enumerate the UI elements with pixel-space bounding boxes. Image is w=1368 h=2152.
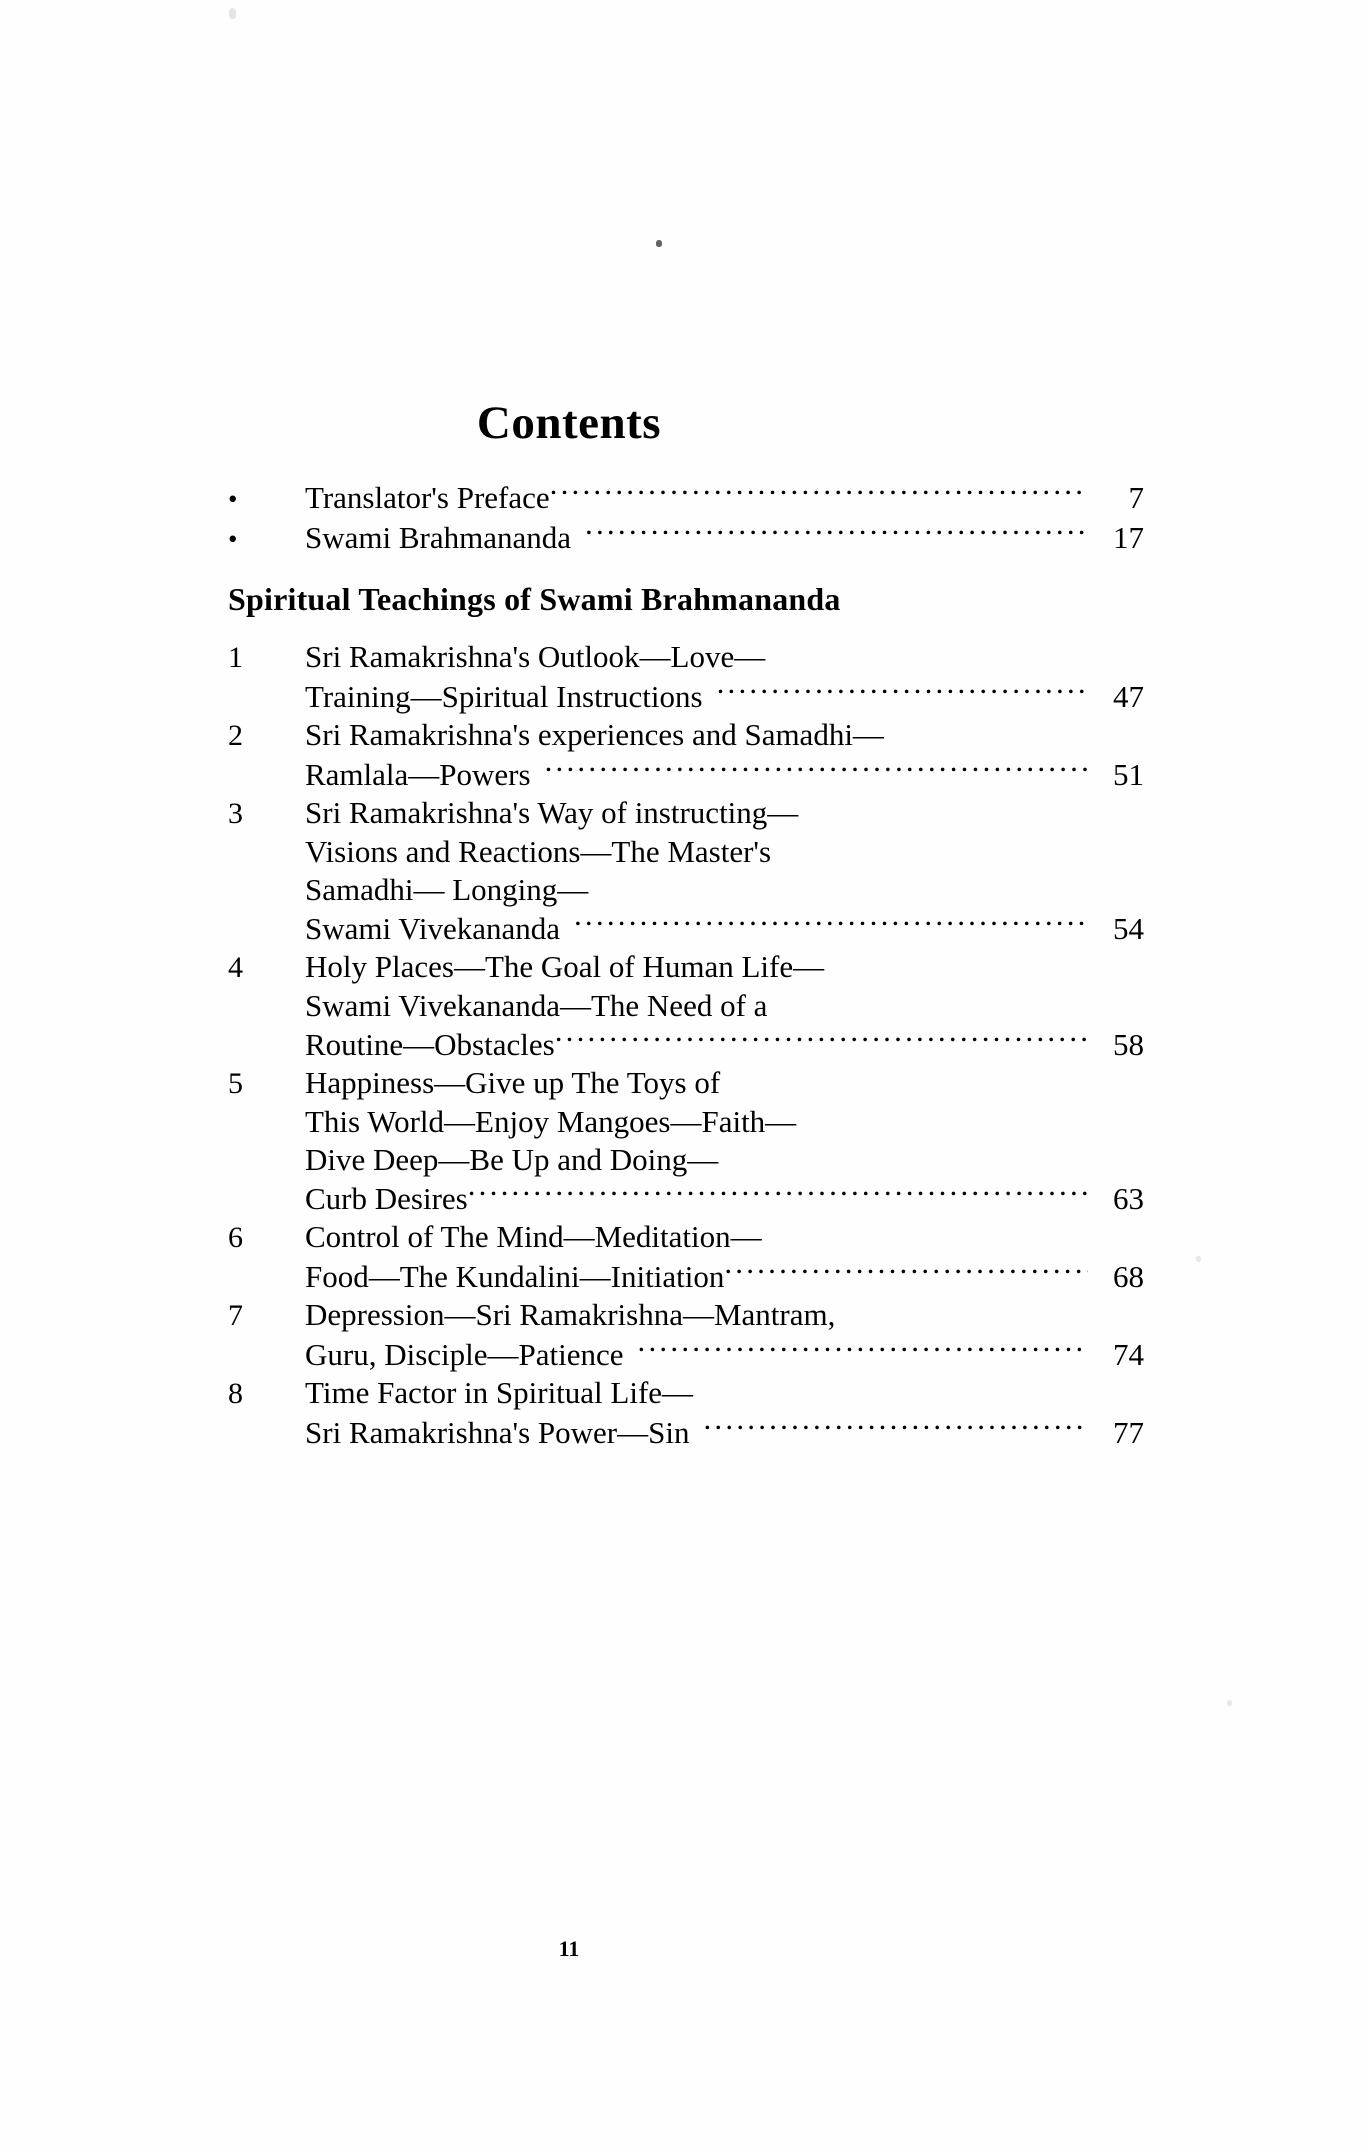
toc-entry-line <box>228 833 1144 871</box>
toc-entry-label: Sri Ramakrishna's experiences and Samadhi— <box>305 717 884 752</box>
toc-entry-page: 77 <box>1113 1415 1144 1450</box>
toc-entry-label: Dive Deep—Be Up and Doing— <box>305 1142 719 1177</box>
leader-dots <box>550 478 1088 508</box>
chapter-number: 8 <box>228 1377 243 1410</box>
toc-entry-label: Ramlala—Powers <box>305 757 531 792</box>
toc-entry-front-matter[interactable] <box>228 518 1144 558</box>
toc-entry-page: 74 <box>1113 1337 1144 1372</box>
toc-entry-label: Translator's Preface <box>305 480 550 515</box>
scan-artifact-speck <box>1227 1700 1232 1706</box>
toc-entry-page: 47 <box>1113 679 1144 714</box>
toc-entry-page: 54 <box>1113 911 1144 946</box>
toc-entry-line <box>228 638 1144 677</box>
toc-entry-chapter[interactable] <box>228 948 1144 1064</box>
toc-entry-label: Sri Ramakrishna's Way of instructing— <box>305 795 799 830</box>
toc-entry-label: Guru, Disciple—Patience <box>305 1337 624 1372</box>
toc-entry-label: Food—The Kundalini—Initiation <box>305 1259 725 1294</box>
leader-dots <box>555 1025 1088 1055</box>
toc-entry-label: Curb Desires <box>305 1181 468 1216</box>
toc-entry-page: 7 <box>1128 480 1144 515</box>
toc-list <box>228 478 1144 1452</box>
leader-dots <box>717 677 1088 707</box>
toc-entry-line <box>228 755 1144 794</box>
toc-entry-line <box>228 1025 1144 1064</box>
toc-entry-chapter[interactable] <box>228 1218 1144 1296</box>
page-folio: 11 <box>558 1936 580 1961</box>
toc-entry-page: 63 <box>1113 1181 1144 1216</box>
toc-entry-label: Depression—Sri Ramakrishna—Mantram, <box>305 1297 836 1332</box>
leader-dots <box>585 518 1088 548</box>
toc-entry-chapter[interactable] <box>228 638 1144 716</box>
toc-entry-label: Swami Vivekananda <box>305 911 560 946</box>
toc-entry-line <box>228 1374 1144 1413</box>
bullet-icon: • <box>228 524 238 554</box>
toc-entry-page: 51 <box>1113 757 1144 792</box>
toc-entry-line <box>228 987 1144 1025</box>
section-heading: Spiritual Teachings of Swami Brahmananda <box>228 581 841 617</box>
toc-entry-line <box>228 1257 1144 1296</box>
toc-entry-label: This World—Enjoy Mangoes—Faith— <box>305 1104 797 1139</box>
chapter-number: 3 <box>228 797 243 830</box>
toc-entry-line <box>228 1413 1144 1452</box>
chapter-number: 4 <box>228 951 243 984</box>
toc-entry-line <box>228 948 1144 987</box>
leader-dots <box>574 909 1088 939</box>
toc-entry-front-matter[interactable] <box>228 478 1144 518</box>
toc-entry-label: Training—Spiritual Instructions <box>305 679 703 714</box>
toc-entry-label: Routine—Obstacles <box>305 1027 555 1062</box>
toc-entry-label: Happiness—Give up The Toys of <box>305 1065 721 1100</box>
toc-entry-line <box>228 1335 1144 1374</box>
leader-dots <box>724 1257 1088 1287</box>
leader-dots <box>638 1335 1088 1365</box>
toc-entry-chapter[interactable] <box>228 794 1144 948</box>
scan-artifact-speck <box>1196 1256 1201 1262</box>
toc-entry-label: Sri Ramakrishna's Power—Sin <box>305 1415 690 1450</box>
toc-entry-line <box>228 1103 1144 1141</box>
chapter-number: 6 <box>228 1221 243 1254</box>
toc-entry-line <box>228 1296 1144 1335</box>
toc-entry-page: 17 <box>1113 520 1144 555</box>
scan-artifact-speck <box>656 240 662 247</box>
toc-entry-line <box>228 716 1144 755</box>
toc-entry-page: 58 <box>1113 1027 1144 1062</box>
toc-entry-label: Swami Brahmananda <box>305 520 572 555</box>
toc-entry-chapter[interactable] <box>228 1064 1144 1218</box>
toc-entry-label: Holy Places—The Goal of Human Life— <box>305 949 825 984</box>
toc-entry-chapter[interactable] <box>228 1296 1144 1374</box>
toc-entry-line <box>228 1141 1144 1179</box>
toc-entry-label: Sri Ramakrishna's Outlook—Love— <box>305 639 766 674</box>
toc-entry-line <box>228 909 1144 948</box>
toc-entry-label: Visions and Reactions—The Master's <box>305 834 772 869</box>
toc-entry-line <box>228 1179 1144 1218</box>
toc-entry-line <box>228 1064 1144 1103</box>
leader-dots <box>545 755 1088 785</box>
chapter-number: 2 <box>228 719 243 752</box>
bullet-icon: • <box>228 484 238 514</box>
toc-entry-label: Time Factor in Spiritual Life— <box>305 1375 694 1410</box>
toc-entry-label: Samadhi— Longing— <box>305 872 589 907</box>
toc-entry-line <box>228 794 1144 833</box>
scan-artifact-speck <box>229 8 236 19</box>
toc-entry-line <box>228 871 1144 909</box>
leader-dots <box>468 1179 1088 1209</box>
toc-entry-label: Swami Vivekananda—The Need of a <box>305 988 768 1023</box>
toc-entry-chapter[interactable] <box>228 1374 1144 1452</box>
toc-entry-label: Control of The Mind—Meditation— <box>305 1219 762 1254</box>
page-title: Contents <box>476 397 662 449</box>
toc-entry-line <box>228 677 1144 716</box>
chapter-number: 1 <box>228 641 243 674</box>
chapter-number: 7 <box>228 1299 243 1332</box>
toc-entry-page: 68 <box>1113 1259 1144 1294</box>
leader-dots <box>703 1413 1088 1443</box>
toc-entry-chapter[interactable] <box>228 716 1144 794</box>
toc-entry-line <box>228 1218 1144 1257</box>
chapter-number: 5 <box>228 1067 243 1100</box>
